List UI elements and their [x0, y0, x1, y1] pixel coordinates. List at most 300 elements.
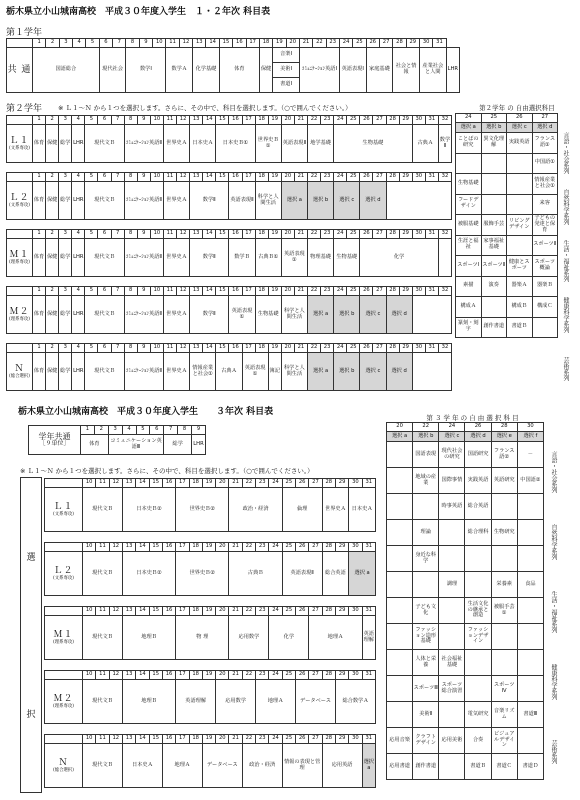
- free-subject[interactable]: [465, 676, 491, 702]
- subject-cell[interactable]: LHR: [72, 239, 85, 277]
- free-subject[interactable]: [387, 468, 413, 494]
- free-subject[interactable]: 中国語①: [532, 153, 558, 174]
- course-code[interactable]: [45, 616, 83, 660]
- free-subject[interactable]: [517, 546, 543, 572]
- free-subject[interactable]: 総合英語: [465, 494, 491, 520]
- free-subject[interactable]: [387, 702, 413, 728]
- subject-cell[interactable]: 産業社会と人間: [419, 48, 446, 93]
- common-label: 共 通: [7, 48, 33, 93]
- subject-cell[interactable]: 現代文Ｂ: [85, 353, 124, 391]
- subject-cell[interactable]: 選択 a: [362, 744, 375, 788]
- free-subject[interactable]: 創作書道: [481, 317, 507, 338]
- subject-cell[interactable]: 選択 a: [281, 182, 307, 220]
- free-subject[interactable]: 理論: [413, 520, 439, 546]
- g3-common-label: 学年共通 ［９単位］: [29, 426, 81, 455]
- subject-cell[interactable]: 選択 a: [307, 296, 333, 334]
- category-label: 芸術系列: [550, 740, 557, 764]
- free-subject[interactable]: 実践英語: [507, 133, 533, 154]
- course-code-sub: (理系専攻): [53, 640, 74, 646]
- free-subject[interactable]: 応用書道: [387, 754, 413, 780]
- subject-cell[interactable]: 世界史Ａ: [322, 488, 349, 532]
- category-label: 言語・社会系列: [562, 132, 569, 174]
- free-subject[interactable]: [517, 494, 543, 520]
- free-subject[interactable]: [387, 676, 413, 702]
- free-subject[interactable]: [387, 598, 413, 624]
- subject-cell[interactable]: 数学Ⅱ: [190, 296, 229, 334]
- free-subject[interactable]: フランス語②: [491, 442, 517, 468]
- subject-cell[interactable]: 総合数学Ａ: [335, 680, 375, 724]
- course-code[interactable]: [7, 182, 33, 220]
- free-subject[interactable]: [517, 650, 543, 676]
- free-subject[interactable]: 構成Ａ: [456, 297, 482, 318]
- subject-cell[interactable]: ｺﾐｭﾆｹｰｼｮﾝ英語Ⅱ: [124, 296, 163, 334]
- grade3-note: ※ Ｌ１～Ｎ から１つを選択します。さらに、その中で、科目を選択します。（○で囲んでください。）: [20, 467, 314, 475]
- grade2-course-table: 1 2 3 4 5 6 7 8 9 10 11 12 13 14 15 16 17 18 19 20 21 22 23 24 25 26 27 28 29 30 31 32 Ｍ１ (理系専攻) 体育 保健 総学 LHR 現代文Ｂ ｺﾐｭﾆｹｰｼｮﾝ英語Ⅱ 世界史Ａ 数学Ⅱ 数学Ｂ 古典Ｂ① 英語表現① 物理基礎 生物基礎 化学: [6, 229, 452, 277]
- free-subject[interactable]: 書道Ｂ: [465, 754, 491, 780]
- subject-cell[interactable]: 物 理: [176, 616, 229, 660]
- subject-cell[interactable]: 情報の表現と管理: [282, 744, 322, 788]
- free-subject[interactable]: [507, 194, 533, 215]
- subject-cell[interactable]: 英語表現①: [242, 353, 268, 391]
- free-head: 選択 d: [532, 123, 558, 133]
- subject-cell[interactable]: 美術Ⅰ: [273, 63, 300, 78]
- subject-cell[interactable]: LHR: [72, 296, 85, 334]
- free-subject[interactable]: [439, 546, 465, 572]
- subject-cell[interactable]: 体育: [219, 48, 259, 93]
- free-head: 選択 f: [517, 432, 543, 442]
- subject-cell[interactable]: 体育: [33, 182, 46, 220]
- subject-cell[interactable]: 体育: [33, 353, 46, 391]
- free-subject[interactable]: 電気研究: [465, 702, 491, 728]
- free-subject[interactable]: スポーツⅡ: [481, 256, 507, 277]
- free-subject[interactable]: [439, 624, 465, 650]
- subject-cell[interactable]: 古典Ａ: [412, 125, 438, 163]
- free-subject[interactable]: 来客: [532, 194, 558, 215]
- course-code-sub: (総合選択): [53, 768, 74, 774]
- subject-cell[interactable]: 選択 b: [334, 296, 360, 334]
- subject-cell[interactable]: 科学と人間生活: [255, 182, 281, 220]
- free-subject[interactable]: 素描: [456, 276, 482, 297]
- free-subject[interactable]: [465, 546, 491, 572]
- subject-cell[interactable]: 物理基礎: [307, 239, 333, 277]
- free-subject[interactable]: 国語表現: [413, 442, 439, 468]
- subject-cell[interactable]: コミュニケーション英語Ⅲ: [108, 435, 164, 455]
- subject-cell[interactable]: 総学: [59, 353, 72, 391]
- free-subject[interactable]: [507, 174, 533, 195]
- course-code-label: Ｍ２: [9, 306, 30, 317]
- subject-cell[interactable]: 古典Ａ: [216, 353, 242, 391]
- free-subject[interactable]: [481, 297, 507, 318]
- subject-cell[interactable]: 英語表現①: [229, 296, 255, 334]
- subject-cell[interactable]: ｺﾐｭﾆｹｰｼｮﾝ英語Ⅱ: [124, 182, 163, 220]
- free-subject[interactable]: 身近な科学: [413, 546, 439, 572]
- free-subject[interactable]: 書道Ｃ: [491, 754, 517, 780]
- grade3-course-table: 10 11 12 13 14 15 16 17 18 19 20 21 22 23 24 25 26 27 28 29 30 31 Ｍ２ (理系専攻) 現代文Ｂ 地理Ｂ 英語理解 応用数学 地理Ａ データベース 総合数学Ａ: [44, 670, 376, 724]
- free-subject[interactable]: ビジュアルデザイン: [491, 728, 517, 754]
- free-subject[interactable]: [517, 598, 543, 624]
- subject-cell[interactable]: LHR: [72, 353, 85, 391]
- free-subject[interactable]: 子ども文化: [413, 598, 439, 624]
- subject-cell[interactable]: 日本史Ａ: [190, 125, 216, 163]
- free-head: 選択 e: [491, 432, 517, 442]
- free-subject[interactable]: 書道Ｂ: [507, 317, 533, 338]
- subject-cell[interactable]: 保健: [259, 48, 272, 93]
- free-subject[interactable]: [517, 676, 543, 702]
- subject-cell[interactable]: 地理Ａ: [309, 616, 362, 660]
- subject-cell[interactable]: 簿記: [268, 353, 281, 391]
- free-subject[interactable]: [465, 572, 491, 598]
- grade3-free-title: 第 ３ 学 年 の 自 由 選 択 科 目: [426, 414, 519, 422]
- free-subject[interactable]: [481, 174, 507, 195]
- subject-cell[interactable]: 科学と人間生活: [281, 353, 307, 391]
- unit-number-row: 1 2 3 4 5 6 7 8 9 10 11 12 13 14 15 16 17 18 19 20 21 22 23 24 25 26 27 28 29 30 31: [7, 39, 460, 48]
- subject-cell[interactable]: 応用数学: [216, 680, 256, 724]
- subject-cell[interactable]: 日本史Ｂ②: [122, 552, 175, 596]
- subject-cell[interactable]: 数学Ⅱ: [438, 125, 451, 163]
- subject-cell[interactable]: 応用英語: [322, 744, 362, 788]
- subject-cell[interactable]: 家庭基礎: [366, 48, 393, 93]
- subject-cell[interactable]: 現代文Ｂ: [85, 182, 124, 220]
- free-subject[interactable]: [413, 494, 439, 520]
- subject-cell[interactable]: 体育: [33, 125, 46, 163]
- subject-cell[interactable]: 保健: [46, 125, 59, 163]
- free-subject[interactable]: スポーツⅠ: [456, 256, 482, 277]
- subject-cell[interactable]: 選択 d: [386, 353, 412, 391]
- subject-cell[interactable]: 化学基礎: [193, 48, 220, 93]
- free-subject[interactable]: 器楽Ａ: [507, 276, 533, 297]
- subject-cell[interactable]: 地理Ｂ: [122, 680, 175, 724]
- subject-cell[interactable]: 現代文Ｂ: [83, 744, 123, 788]
- subject-cell[interactable]: 総学: [59, 239, 72, 277]
- subject-cell[interactable]: 選択 a: [349, 552, 376, 596]
- subject-cell[interactable]: LHR: [446, 48, 459, 93]
- subject-cell[interactable]: 地理Ａ: [256, 680, 296, 724]
- free-head: 選択 a: [456, 123, 482, 133]
- subject-cell[interactable]: 世界史Ｂ②: [176, 488, 229, 532]
- free-subject[interactable]: 生活文化の継承と創造: [465, 598, 491, 624]
- subject-cell[interactable]: 英語表現Ⅱ: [229, 182, 255, 220]
- subject-cell[interactable]: 現代文Ｂ: [85, 296, 124, 334]
- free-subject[interactable]: 子どもの発達と保育: [532, 215, 558, 236]
- subject-cell[interactable]: 生物基礎: [334, 125, 413, 163]
- subject-cell[interactable]: 選択 b: [334, 353, 360, 391]
- free-subject[interactable]: 健康とスポーツ: [507, 256, 533, 277]
- subject-cell[interactable]: 英語表現Ⅱ: [282, 552, 322, 596]
- grade2-course-table: 1 2 3 4 5 6 7 8 9 10 11 12 13 14 15 16 17 18 19 20 21 22 23 24 25 26 27 28 29 30 31 32 Ｌ１ (文系専攻) 体育 保健 総学 LHR 現代文Ｂ ｺﾐｭﾆｹｰｼｮﾝ英語Ⅱ 世界史Ａ 日本史Ａ 日本史Ｂ① 世界史Ｂ① 英語表現Ⅱ 地学基礎 生物基礎 古典Ａ 数学Ⅱ: [6, 115, 452, 163]
- empty-cell: [412, 296, 451, 334]
- subject-cell[interactable]: 数学Ｂ: [229, 239, 255, 277]
- subject-cell[interactable]: 総合英語: [322, 552, 349, 596]
- subject-cell[interactable]: 英語理解: [176, 680, 216, 724]
- subject-cell[interactable]: ｺﾐｭﾆｹｰｼｮﾝ英語Ⅱ: [124, 353, 163, 391]
- subject-cell[interactable]: 古典Ｂ①: [255, 239, 281, 277]
- subject-cell[interactable]: 総学: [59, 296, 72, 334]
- free-subject[interactable]: 実践英語: [465, 468, 491, 494]
- subject-cell[interactable]: 世界史Ｂ①: [255, 125, 281, 163]
- subject-cell[interactable]: 日本史Ａ: [349, 488, 376, 532]
- free-subject[interactable]: ことばの研究: [456, 133, 482, 154]
- course-code-sub: (文系専攻): [53, 512, 74, 518]
- empty-cell: [386, 182, 451, 220]
- subject-cell[interactable]: 音楽Ⅰ: [273, 48, 300, 63]
- free-subject[interactable]: スポーツ概論: [532, 256, 558, 277]
- empty-cell: [438, 239, 451, 277]
- free-subject[interactable]: スポーツⅣ: [491, 676, 517, 702]
- free-subject[interactable]: 国語研究: [465, 442, 491, 468]
- subject-cell[interactable]: 倫理: [282, 488, 322, 532]
- free-subject[interactable]: [413, 572, 439, 598]
- subject-cell[interactable]: 地理Ａ: [162, 744, 202, 788]
- free-subject[interactable]: 創作書道: [413, 754, 439, 780]
- course-code[interactable]: [45, 552, 83, 596]
- subject-cell[interactable]: 選択 a: [307, 353, 333, 391]
- course-code[interactable]: [45, 488, 83, 532]
- subject-cell[interactable]: 数学Ⅰ: [126, 48, 166, 93]
- free-subject[interactable]: [439, 520, 465, 546]
- free-subject[interactable]: [387, 520, 413, 546]
- free-subject[interactable]: [439, 598, 465, 624]
- subject-cell[interactable]: 書道Ⅰ: [273, 78, 300, 93]
- course-code-label: Ｌ２: [53, 565, 74, 576]
- free-subject[interactable]: 異文化理解: [481, 133, 507, 154]
- free-subject[interactable]: スポーツⅢ: [413, 676, 439, 702]
- free-subject[interactable]: [491, 494, 517, 520]
- subject-cell[interactable]: 総学: [59, 125, 72, 163]
- free-subject[interactable]: [507, 235, 533, 256]
- subject-cell[interactable]: ｺﾐｭﾆｹｰｼｮﾝ英語Ⅱ: [124, 239, 163, 277]
- free-subject[interactable]: 人体と栄養: [413, 650, 439, 676]
- free-subject[interactable]: [507, 153, 533, 174]
- free-subject[interactable]: 生物研究: [491, 520, 517, 546]
- course-code-label: Ｎ: [14, 363, 25, 374]
- free-subject[interactable]: 応用美術: [439, 728, 465, 754]
- course-code-sub: (文系専攻): [53, 576, 74, 582]
- subject-cell[interactable]: 保健: [46, 239, 59, 277]
- grade2-heading: 第２学年: [6, 104, 43, 114]
- free-subject[interactable]: [387, 442, 413, 468]
- free-subject[interactable]: [439, 702, 465, 728]
- free-subject[interactable]: [387, 650, 413, 676]
- free-subject[interactable]: 栄養素: [491, 572, 517, 598]
- subject-cell[interactable]: 保健: [46, 353, 59, 391]
- free-subject[interactable]: [491, 650, 517, 676]
- free-subject[interactable]: クラフトデザイン: [413, 728, 439, 754]
- free-subject[interactable]: 美術Ⅱ: [413, 702, 439, 728]
- subject-cell[interactable]: 古典Ｂ: [229, 552, 282, 596]
- free-subject[interactable]: －: [517, 442, 543, 468]
- free-subject[interactable]: 書道Ⅲ: [517, 702, 543, 728]
- free-subject[interactable]: 演奏: [481, 276, 507, 297]
- subject-cell[interactable]: 政治・経済: [229, 488, 282, 532]
- course-code[interactable]: [7, 353, 33, 391]
- subject-cell[interactable]: 現代文Ｂ: [83, 616, 123, 660]
- subject-cell[interactable]: データベース: [202, 744, 242, 788]
- subject-cell[interactable]: 保健: [46, 296, 59, 334]
- grade2-free-title: 第２学年 の 自由選択科目: [479, 104, 555, 112]
- free-subject[interactable]: 書道Ｄ: [517, 754, 543, 780]
- subject-cell[interactable]: LHR: [72, 125, 85, 163]
- subject-cell[interactable]: 英語表現Ⅰ: [339, 48, 366, 93]
- free-subject[interactable]: 国際事情: [439, 468, 465, 494]
- subject-cell[interactable]: 社会と情報: [393, 48, 420, 93]
- free-subject[interactable]: 調理: [439, 572, 465, 598]
- free-subject[interactable]: 器楽Ｂ: [532, 276, 558, 297]
- free-subject[interactable]: [456, 153, 482, 174]
- free-subject[interactable]: 食品: [517, 572, 543, 598]
- course-code-sub: (文系専攻): [9, 203, 30, 209]
- free-subject[interactable]: [387, 624, 413, 650]
- subject-cell[interactable]: 世界史Ａ: [163, 125, 189, 163]
- subject-cell[interactable]: 現代文Ｂ: [85, 125, 124, 163]
- grade2-course-table: 1 2 3 4 5 6 7 8 9 10 11 12 13 14 15 16 17 18 19 20 21 22 23 24 25 26 27 28 29 30 31 32 Ｌ２ (文系専攻) 体育 保健 総学 LHR 現代文Ｂ ｺﾐｭﾆｹｰｼｮﾝ英語Ⅱ 世界史Ａ 数学Ⅱ 英語表現Ⅱ 科学と人間生活 選択 a 選択 b 選択 c 選択 d: [6, 172, 452, 220]
- subject-cell[interactable]: 世界史Ａ: [163, 296, 189, 334]
- free-subject[interactable]: 服飾手芸: [481, 215, 507, 236]
- free-subject[interactable]: 時事英語: [439, 494, 465, 520]
- free-subject[interactable]: [517, 624, 543, 650]
- subject-cell[interactable]: 選択 c: [360, 353, 386, 391]
- free-subject[interactable]: [517, 728, 543, 754]
- free-subject[interactable]: 家事福祉基礎: [481, 235, 507, 256]
- free-subject[interactable]: 被服基礎: [456, 215, 482, 236]
- subject-cell[interactable]: 科学と人間生活: [281, 296, 307, 334]
- free-subject[interactable]: 合奏: [465, 728, 491, 754]
- subject-cell[interactable]: 現代文Ｂ: [85, 239, 124, 277]
- category-label: 自然科学系列: [550, 524, 557, 560]
- free-subject[interactable]: フードデザイン: [456, 194, 482, 215]
- grade3-select-label: 選 択: [20, 477, 42, 793]
- free-subject[interactable]: 応用音楽: [387, 728, 413, 754]
- subject-cell[interactable]: 総学: [164, 435, 192, 455]
- page-title-1: 栃木県立小山城南高校 平成３０年度入学生 １・２年次 科目表: [6, 7, 271, 17]
- subject-cell[interactable]: 政治・経済: [242, 744, 282, 788]
- subject-cell[interactable]: 選択 b: [307, 182, 333, 220]
- subject-cell[interactable]: 総学: [59, 182, 72, 220]
- free-subject[interactable]: [491, 624, 517, 650]
- subject-cell[interactable]: 数学Ⅱ: [190, 182, 229, 220]
- free-subject[interactable]: 音楽リズム: [491, 702, 517, 728]
- free-subject[interactable]: ファッション造形基礎: [413, 624, 439, 650]
- free-subject[interactable]: [439, 754, 465, 780]
- subject-cell[interactable]: 世界史Ａ: [163, 182, 189, 220]
- free-subject[interactable]: フランス語①: [532, 133, 558, 154]
- subject-cell[interactable]: 英語表現Ⅱ: [281, 125, 307, 163]
- subject-cell[interactable]: 英語理解: [362, 616, 375, 660]
- free-subject[interactable]: 構成Ｃ: [532, 297, 558, 318]
- free-subject[interactable]: 被服手芸①: [491, 598, 517, 624]
- subject-cell[interactable]: 保健: [46, 182, 59, 220]
- free-subject[interactable]: [491, 546, 517, 572]
- course-code-label: Ｍ１: [9, 249, 30, 260]
- subject-cell[interactable]: 現代文Ｂ: [83, 552, 123, 596]
- free-subject[interactable]: スポーツⅡ: [532, 235, 558, 256]
- free-subject[interactable]: [387, 572, 413, 598]
- subject-cell[interactable]: 世界史Ａ: [163, 353, 189, 391]
- subject-cell[interactable]: 日本史Ａ: [122, 744, 162, 788]
- subject-cell[interactable]: 世界史Ａ: [163, 239, 189, 277]
- course-code-label: Ｍ２: [53, 693, 74, 704]
- subject-cell[interactable]: 日本史Ｂ②: [122, 488, 175, 532]
- subject-cell[interactable]: 体育: [33, 296, 46, 334]
- category-label: 健康科学系列: [562, 297, 569, 333]
- free-subject[interactable]: 社会福祉基礎: [439, 650, 465, 676]
- grade1-heading: 第１学年: [6, 28, 43, 38]
- free-subject[interactable]: スポーツ総合演習: [439, 676, 465, 702]
- course-code[interactable]: [45, 680, 83, 724]
- subject-cell[interactable]: 地学基礎: [307, 125, 333, 163]
- free-subject[interactable]: [517, 520, 543, 546]
- subject-cell[interactable]: 体育: [33, 239, 46, 277]
- subject-cell[interactable]: 世界史Ｂ②: [176, 552, 229, 596]
- subject-cell[interactable]: 選択 d: [386, 296, 412, 334]
- subject-cell[interactable]: 現代社会: [99, 48, 126, 93]
- subject-cell[interactable]: ｺﾐｭﾆｹｰｼｮﾝ英語Ⅰ: [299, 48, 339, 93]
- course-code-sub: (理系専攻): [53, 704, 74, 710]
- subject-cell[interactable]: 数学Ⅱ: [190, 239, 229, 277]
- subject-cell[interactable]: 数学Ａ: [166, 48, 193, 93]
- subject-cell[interactable]: 応用数学: [229, 616, 269, 660]
- free-subject[interactable]: [387, 546, 413, 572]
- free-head: 選択 b: [413, 432, 439, 442]
- subject-cell[interactable]: データベース: [296, 680, 336, 724]
- subject-cell[interactable]: 情報産業と社会①: [190, 353, 216, 391]
- course-code[interactable]: [45, 744, 83, 788]
- subject-cell[interactable]: 英語表現①: [281, 239, 307, 277]
- free-subject[interactable]: [481, 194, 507, 215]
- subject-cell[interactable]: ｺﾐｭﾆｹｰｼｮﾝ英語Ⅱ: [124, 125, 163, 163]
- page-title-2: 栃木県立小山城南高校 平成３０年度入学生 ３年次 科目表: [18, 407, 274, 417]
- category-label: 健康科学系列: [550, 664, 557, 700]
- subject-cell[interactable]: 体育: [81, 435, 109, 455]
- free-subject[interactable]: [465, 650, 491, 676]
- free-subject[interactable]: 総合理科: [465, 520, 491, 546]
- subject-cell[interactable]: 地理Ｂ: [122, 616, 175, 660]
- free-subject[interactable]: 中国語②: [517, 468, 543, 494]
- subject-cell[interactable]: LHR: [72, 182, 85, 220]
- free-subject[interactable]: [481, 153, 507, 174]
- free-subject[interactable]: 現代社会の研究: [439, 442, 465, 468]
- free-subject[interactable]: 構成Ｂ: [507, 297, 533, 318]
- course-code[interactable]: [7, 296, 33, 334]
- free-subject[interactable]: 生涯と福祉: [456, 235, 482, 256]
- subject-cell[interactable]: 生物基礎: [334, 239, 360, 277]
- subject-cell[interactable]: 選択 c: [360, 296, 386, 334]
- free-head: 選択 c: [439, 432, 465, 442]
- free-subject[interactable]: リビングデザイン: [507, 215, 533, 236]
- subject-cell[interactable]: 日本史Ｂ①: [216, 125, 255, 163]
- subject-cell[interactable]: 選択 c: [334, 182, 360, 220]
- course-code[interactable]: [7, 239, 33, 277]
- free-subject[interactable]: 情報産業と社会①: [532, 174, 558, 195]
- free-subject[interactable]: [387, 494, 413, 520]
- course-code-label: Ｌ２: [9, 192, 30, 203]
- free-subject[interactable]: ファッションデザイン: [465, 624, 491, 650]
- free-subject[interactable]: 英語研究: [491, 468, 517, 494]
- subject-cell[interactable]: 化学: [269, 616, 309, 660]
- subject-cell[interactable]: 現代文Ｂ: [83, 680, 123, 724]
- free-subject[interactable]: 地域の産業: [413, 468, 439, 494]
- subject-cell[interactable]: 国語総合: [33, 48, 100, 93]
- subject-cell[interactable]: 化学: [360, 239, 439, 277]
- free-subject[interactable]: 篆刻・刻字: [456, 317, 482, 338]
- subject-cell[interactable]: 選択 d: [360, 182, 386, 220]
- subject-cell[interactable]: 現代文Ｂ: [83, 488, 123, 532]
- course-code[interactable]: [7, 125, 33, 163]
- free-subject[interactable]: 生物基礎: [456, 174, 482, 195]
- free-subject[interactable]: [532, 317, 558, 338]
- category-label: 自然科学系列: [562, 189, 569, 225]
- subject-cell[interactable]: 生物基礎: [255, 296, 281, 334]
- subject-cell[interactable]: LHR: [192, 435, 206, 455]
